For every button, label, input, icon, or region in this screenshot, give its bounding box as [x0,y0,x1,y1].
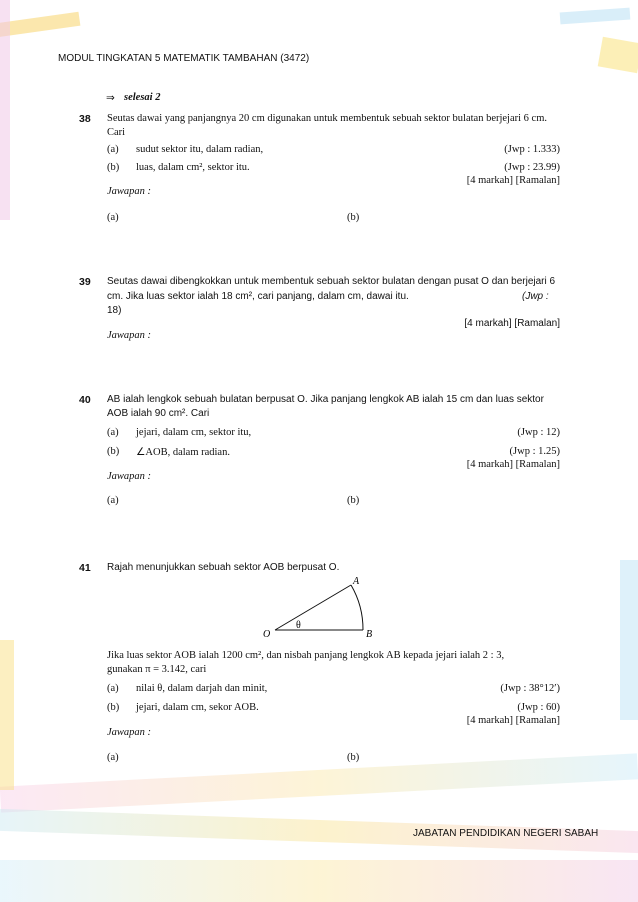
decor-stripe [0,12,80,43]
answer-hint: (Jwp : 23.99) [504,162,560,173]
answer-part-a: (a) [107,212,119,223]
question-number: 38 [79,113,91,125]
question-text: Rajah menunjukkan sebuah sektor AOB berpusat O. [107,562,340,573]
decor-stripe [0,860,638,902]
part-text: ∠AOB, dalam radian. [136,447,230,458]
part-text: nilai θ, dalam darjah dan minit, [136,683,268,694]
question-text: AB ialah lengkok sebuah bulatan berpusat O. Jika panjang lengkok AB ialah 15 cm dan luas sektor [107,394,544,405]
part-label: (b) [107,162,120,173]
question-number: 39 [79,276,91,288]
marks-label: [4 markah] [Ramalan] [466,175,560,186]
decor-stripe [0,640,14,790]
question-text: gunakan π = 3.142, cari [107,664,207,675]
answer-hint: (Jwp : 38°12′) [500,683,560,694]
part-text: sudut sektor itu, dalam radian, [136,144,264,155]
radius-oa [275,585,351,630]
jawapan-label: Jawapan : [107,727,152,738]
part-label: (b) [107,446,120,457]
decor-stripe [0,753,638,812]
label-theta: θ [296,620,301,631]
page-header: MODUL TINGKATAN 5 MATEMATIK TAMBAHAN (3472) [58,53,310,64]
question-number: 40 [79,394,91,406]
question-text: AOB ialah 90 cm². Cari [107,408,210,419]
question-number: 41 [79,562,91,574]
sector-diagram [255,575,385,641]
part-label: (a) [107,683,119,694]
marks-label: [4 markah] [Ramalan] [464,318,560,329]
part-text: jejari, dalam cm, sekor AOB. [136,702,259,713]
part-text: luas, dalam cm², sektor itu. [136,162,250,173]
answer-part-b: (b) [347,212,360,223]
jawapan-label: Jawapan : [107,330,152,341]
decor-stripe [560,8,631,25]
part-label: (a) [107,144,119,155]
answer-hint: (Jwp : 1.25) [509,446,560,457]
page-footer: JABATAN PENDIDIKAN NEGERI SABAH [413,828,599,839]
label-b: B [366,629,373,640]
intro-text: selesai 2 [124,92,161,103]
part-label: (a) [107,427,119,438]
marks-label: [4 markah] [Ramalan] [466,715,560,726]
part-text: jejari, dalam cm, sektor itu, [136,427,252,438]
answer-hint: (Jwp : [522,291,549,302]
arrow-icon: ⇒ [106,93,115,104]
arc-ab [351,585,363,630]
decor-stripe [0,0,10,220]
question-text: Jika luas sektor AOB ialah 1200 cm², dan nisbah panjang lengkok AB kepada jejari ialah 2 : 3, [107,650,505,661]
label-a: A [353,576,360,587]
part-label: (b) [107,702,120,713]
question-text: cm. Jika luas sektor ialah 18 cm², cari panjang, dalam cm, dawai itu. [107,291,409,302]
answer-hint: (Jwp : 60) [517,702,560,713]
answer-part-a: (a) [107,752,119,763]
question-text: Cari [107,127,126,138]
answer-part-b: (b) [347,495,360,506]
answer-hint: (Jwp : 1.333) [504,144,560,155]
label-o: O [263,629,271,640]
jawapan-label: Jawapan : [107,186,152,197]
decor-stripe [620,560,638,720]
answer-hint: (Jwp : 12) [517,427,560,438]
answer-part-a: (a) [107,495,119,506]
question-text: Seutas dawai yang panjangnya 20 cm digunakan untuk membentuk sebuah sektor bulatan berjejari 6 cm. [107,113,548,124]
decor-stripe [598,37,638,73]
marks-label: [4 markah] [Ramalan] [466,459,560,470]
jawapan-label: Jawapan : [107,471,152,482]
answer-hint: 18) [107,305,122,316]
question-text: Seutas dawai dibengkokkan untuk membentuk sebuah sektor bulatan dengan pusat O dan berjejari 6 [107,276,556,287]
answer-part-b: (b) [347,752,360,763]
